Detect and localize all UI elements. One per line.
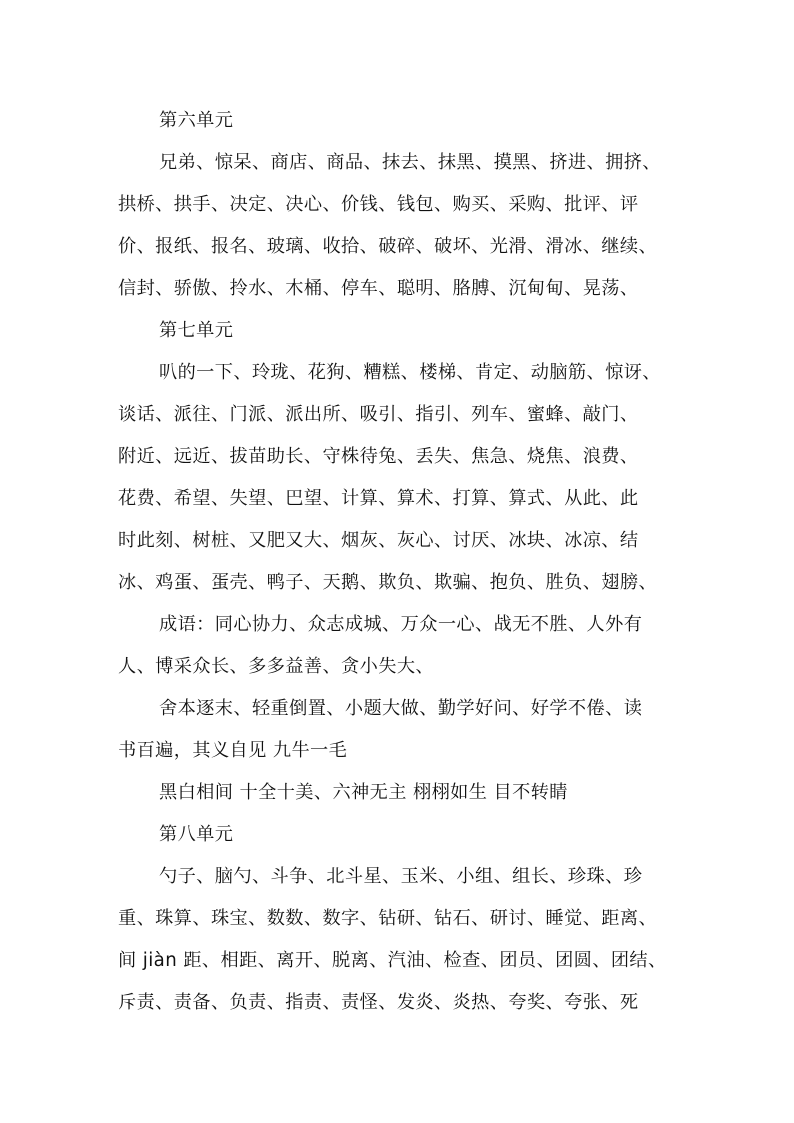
- text-line: 舍本逐末、轻重倒置、小题大做、勤学好问、好学不倦、读: [159, 698, 643, 719]
- text-line: 人、博采众长、多多益善、贪小失大、: [118, 656, 434, 677]
- unit-8-heading: 第八单元: [159, 824, 234, 845]
- text-line: 间 jiàn 距、相距、离开、脱离、汽油、检查、团员、团圆、团结、: [118, 950, 667, 971]
- text-line: 兄弟、惊呆、商店、商品、抹去、抹黑、摸黑、挤进、拥挤、: [159, 152, 661, 173]
- text-line: 书百遍，其义自见 九牛一毛: [118, 740, 348, 761]
- text-line: 谈话、派往、门派、派出所、吸引、指引、列车、蜜蜂、敲门、: [118, 404, 639, 425]
- text-line: 斥责、责备、负责、指责、责怪、发炎、炎热、夸奖、夸张、死: [118, 992, 639, 1013]
- text-line: 勺子、脑勺、斗争、北斗星、玉米、小组、组长、珍珠、珍: [159, 866, 643, 887]
- text-line: 黑白相间 十全十美、六神无主 栩栩如生 目不转睛: [159, 782, 568, 803]
- text-line: 冰、鸡蛋、蛋壳、鸭子、天鹅、欺负、欺骗、抱负、胜负、翅膀、: [118, 572, 658, 593]
- text-line: 花费、希望、失望、巴望、计算、算术、打算、算式、从此、此: [118, 488, 639, 509]
- unit-7-heading: 第七单元: [159, 320, 234, 341]
- text-line: 拱桥、拱手、决定、决心、价钱、钱包、购买、采购、批评、评: [118, 194, 639, 215]
- text-line: 附近、远近、拔苗助长、守株待兔、丢失、焦急、烧焦、浪费、: [118, 446, 639, 467]
- text-line: 价、报纸、报名、玻璃、收拾、破碎、破坏、光滑、滑冰、继续、: [118, 236, 658, 257]
- text-line: 时此刻、树桩、又肥又大、烟灰、灰心、讨厌、冰块、冰凉、结: [118, 530, 639, 551]
- unit-6-heading: 第六单元: [159, 110, 234, 131]
- text-line: 重、珠算、珠宝、数数、数字、钻研、钻石、研讨、睡觉、距离、: [118, 908, 658, 929]
- text-line: 信封、骄傲、拎水、木桶、停车、聪明、胳膊、沉甸甸、晃荡、: [118, 278, 639, 299]
- vocabulary-list: [118, 100, 678, 1024]
- idioms-line: 成语：同心协力、众志成城、万众一心、战无不胜、人外有: [159, 614, 643, 635]
- text-line: 叭的一下、玲珑、花狗、糟糕、楼梯、肯定、动脑筋、惊讶、: [159, 362, 661, 383]
